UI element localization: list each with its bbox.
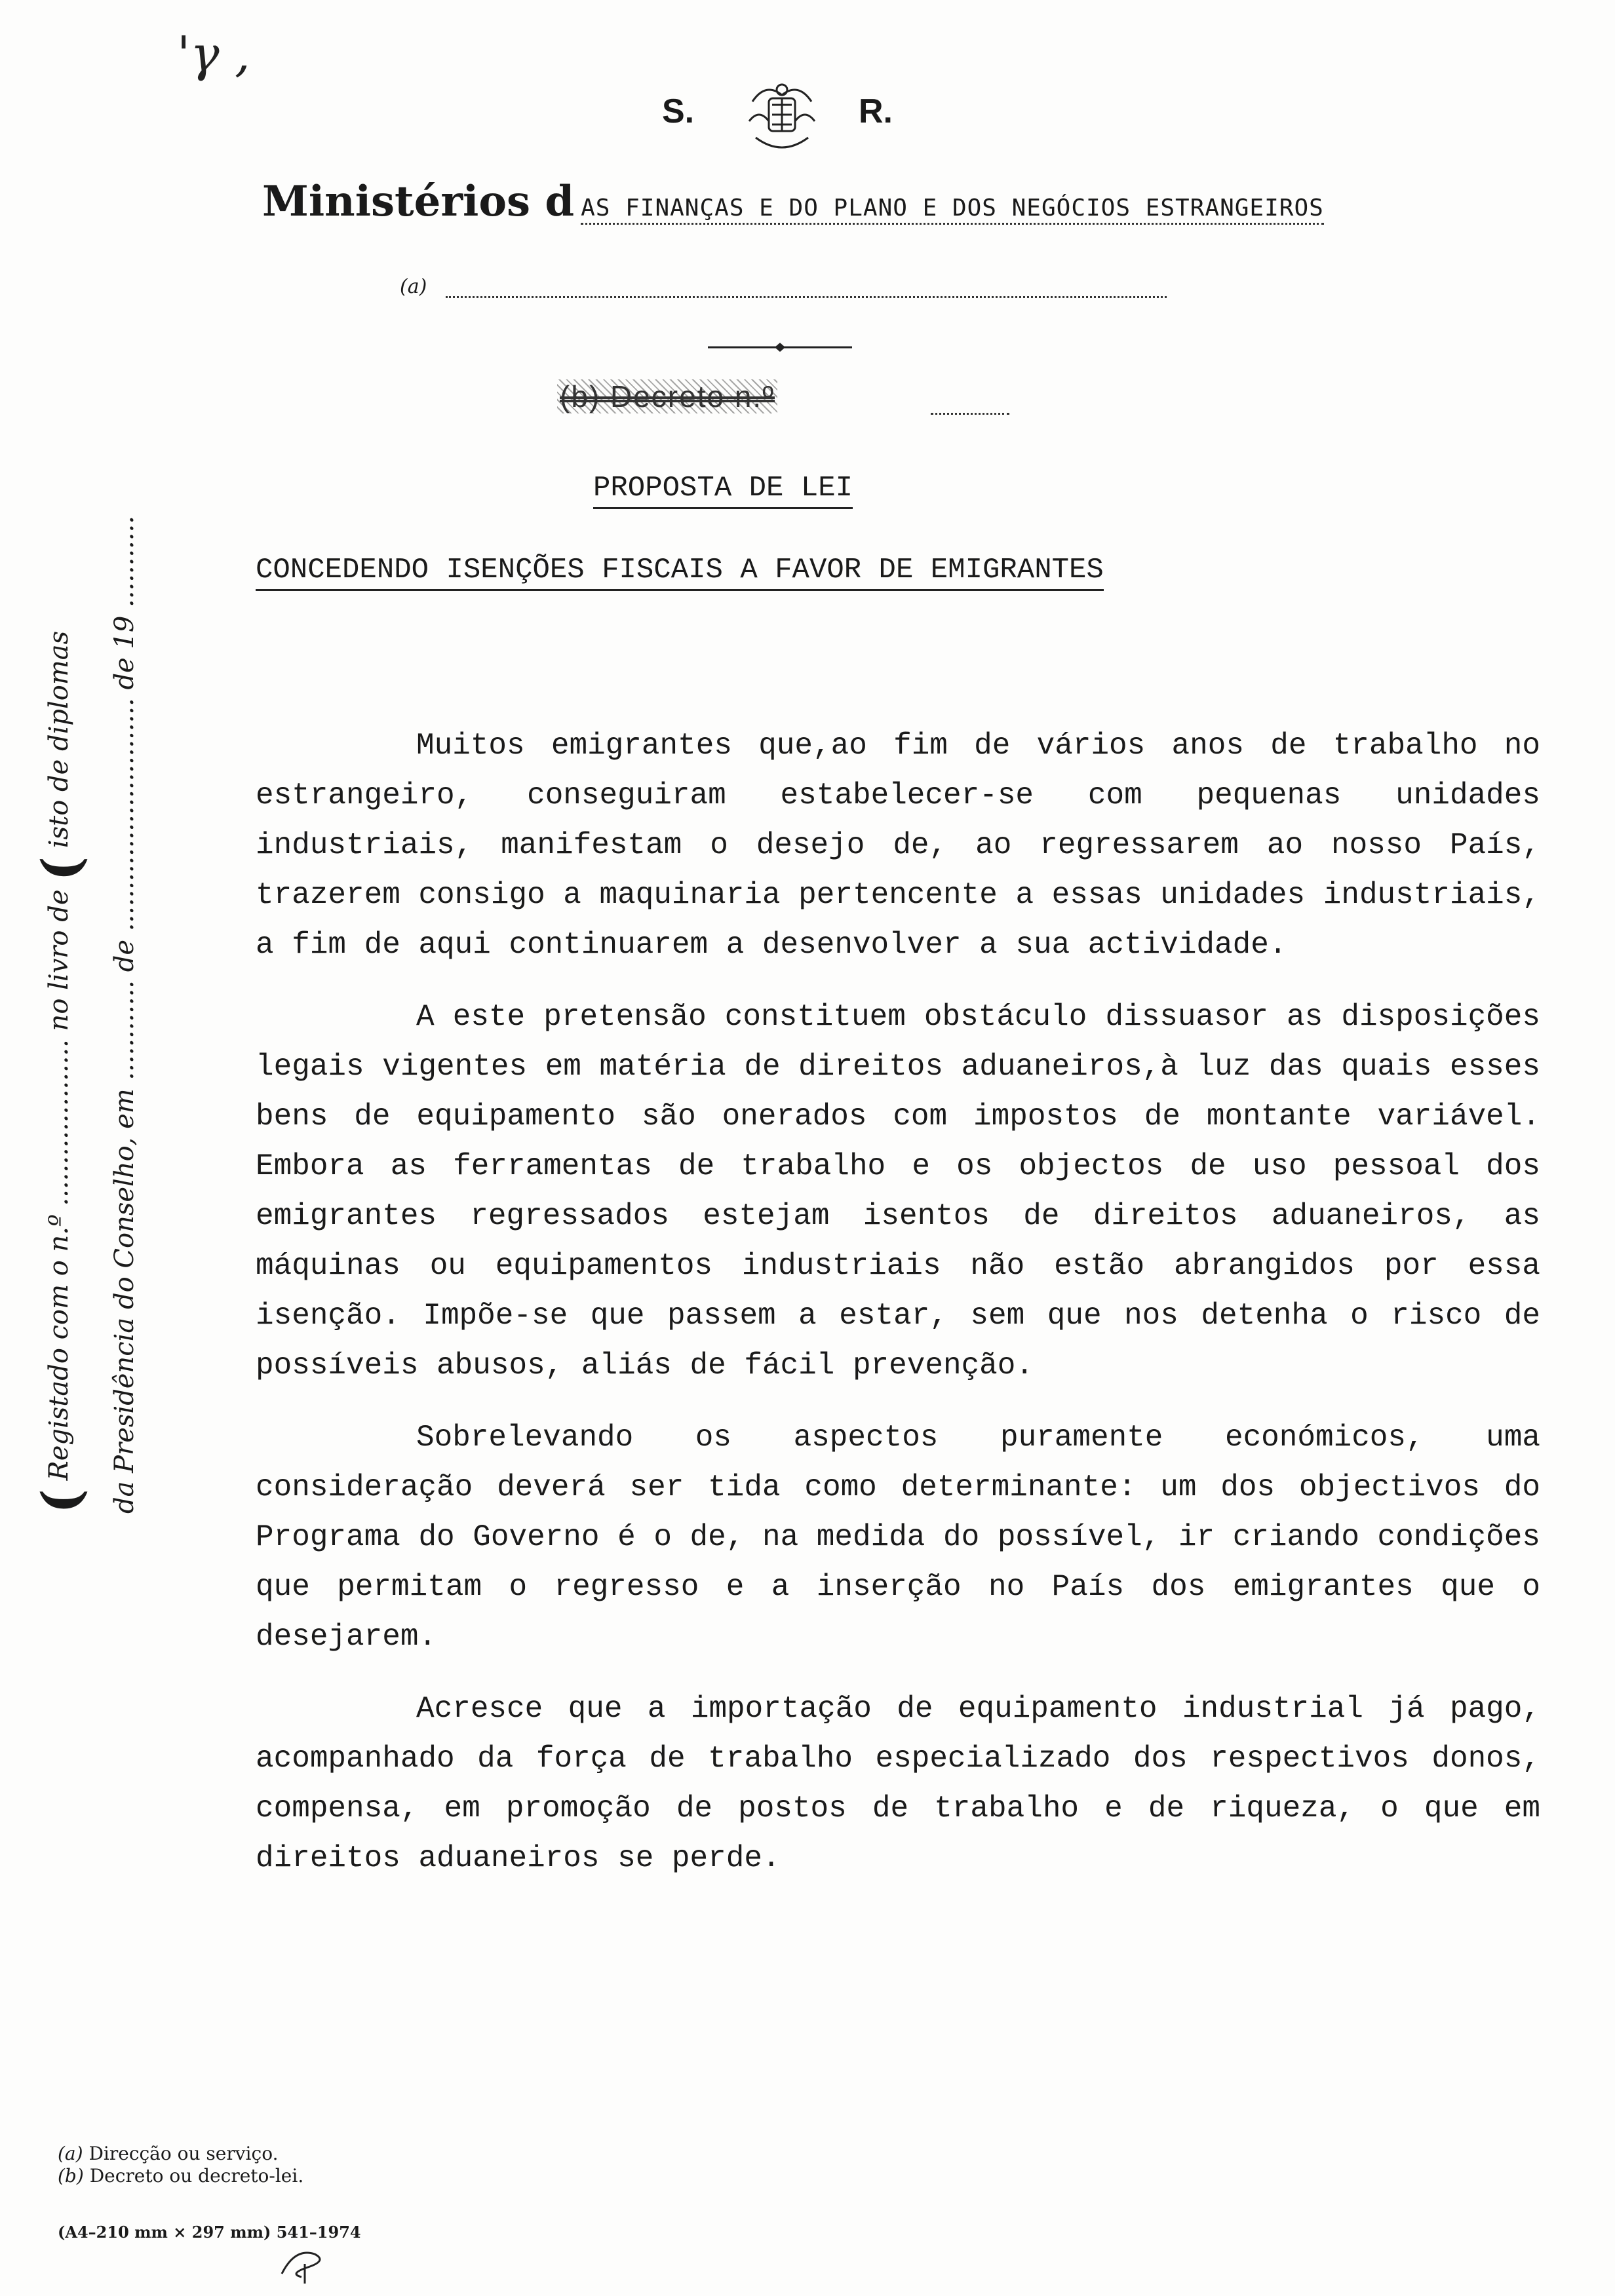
decree-field [557,379,1016,425]
body-paragraph: A este pretensão constituem obstáculo dissuasor as disposições legais vigentes em matéria de direitos aduaneiros,à luz das quais esses bens de equipamento são onerados com impostos de montante variável. Embora as ferramentas de trabalho e os objectos de uso pessoal dos emigrantes regressados estejam isentos de direitos aduaneiros, as máquinas ou equipamentos industriais não estão abrangidos por essa isenção. Impõe-se que passem a estar, sem que nos detenha o risco de possíveis abusos, aliás de fácil prevenção. [256,1000,1540,1383]
service-field [400,275,1173,308]
footnote-a [58,2143,516,2165]
footnote-b [58,2165,516,2187]
letterhead-right-letter: R. [859,92,893,130]
side-note-line-2: da Presidência do Conselho, em ............ de ............................ de 19 ........... [109,516,140,1514]
footnote-b-text: Decreto ou decreto-lei. [89,2165,304,2187]
form-code: (A4–210 mm × 297 mm) 541–1974 [58,2223,361,2242]
handwritten-corner-mark: 'γ , [177,26,250,83]
ministry-department: AS FINANÇAS E DO PLANO E DOS NEGÓCIOS ESTRANGEIROS [581,195,1324,225]
body-paragraph: Sobrelevando os aspectos puramente económicos, uma consideração deverá ser tida como determinante: um dos objectivos do Programa do Governo é o de, na medida do possível, ir criando condições que permitam o regresso e a inserção no País dos emigrantes que o desejarem. [256,1421,1540,1654]
side-note-line-1 [26,596,92,1514]
body-paragraph: Acresce que a importação de equipamento industrial já pago, acompanhado da força de trabalho especializado dos respectivos donos, compensa, em promoção de postos de trabalho e de riqueza, o que em direitos aduaneiros se perde. [256,1692,1540,1875]
coat-of-arms-icon [739,75,825,161]
service-field-label: (a) [400,275,427,298]
footnote-a-label: (a) [58,2143,83,2164]
footnote-b-label: (b) [58,2165,84,2187]
letterhead [662,72,950,164]
service-field-dotted-line [446,296,1167,298]
body-paragraph: Muitos emigrantes que,ao fim de vários anos de trabalho no estrangeiro, conseguiram estabelecer-se com pequenas unidades industriais, manifestam o desejo de, ao regressarem ao nosso País, trazerem consigo a maquinaria pertencente a essas unidades industriais, a fim de aqui continuarem a desenvolver a sua actividade. [256,729,1540,962]
side-note-bracket-2: ( [30,856,92,881]
handwritten-initials-icon [275,2241,334,2287]
ministry-line [262,177,1508,242]
letterhead-left-letter: S. [662,92,695,130]
decree-dotted-line [931,413,1009,415]
document-title-text: PROPOSTA DE LEI [593,472,853,509]
footnotes [58,2143,516,2187]
document-title [593,472,901,505]
side-note-text-1-end: isto de diplomas [44,630,74,849]
side-note-bracket: ( [30,1489,92,1514]
document-subtitle-text: CONCEDENDO ISENÇÕES FISCAIS A FAVOR DE EMIGRANTES [256,554,1104,591]
registration-side-note [26,516,184,1514]
ministry-lead: Ministérios d [262,177,575,226]
document-body [256,721,1540,1905]
footnote-a-text: Direcção ou serviço. [88,2143,279,2164]
decree-struck-label: (b) Decreto n.º [557,379,777,413]
document-subtitle [256,554,1239,586]
divider-ornament [708,341,852,354]
side-note-text-1: Registado com o n.º .................... no livro de [44,889,74,1481]
